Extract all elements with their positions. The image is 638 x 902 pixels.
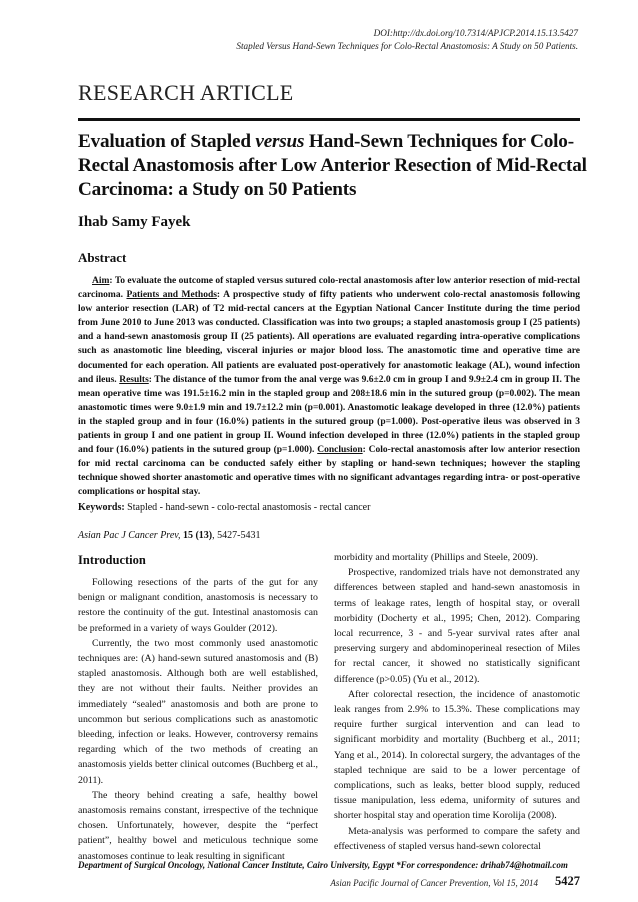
paragraph: Following resections of the parts of the gut for any benign or malignant condition, anastomosis is necessary to restore the continuity of the gut. Intestinal anastomosis can be preformed in a variety of ways Goulder (2012).: [78, 577, 318, 634]
keywords: [78, 502, 580, 513]
title-divider: [78, 118, 580, 121]
aim-text: : To evaluate the outcome of stapled versus sutured colo-rectal anastomosis after low anterior resection of mid-rectal carcinoma.: [78, 276, 580, 301]
results-label: Results: [119, 374, 149, 385]
doi-line[interactable]: DOI:http://dx.doi.org/10.7314/APJCP.2014.15.13.5427: [373, 28, 578, 38]
paragraph: Currently, the two most commonly used anastomotic techniques are: (A) hand-sewn sutured anastomosis and (B) stapled anastomosis. Although both are well established, they are not without their faults. Neither provides an immediately “sealed” anastomosis and both are prone to uncommon but serious complications such as anastomotic bleeding, infection or leaks. However, controversy remains regarding which of the two methods of creating an anastomosis yields better clinical outcomes (Buchberg et al., 2011).: [78, 637, 318, 786]
running-title: Stapled Versus Hand-Sewn Techniques for Colo-Rectal Anastomosis: A Study on 50 Patients.: [236, 41, 578, 51]
citation-journal: Asian Pac J Cancer Prev,: [78, 530, 183, 541]
citation-volume: 15 (13): [182, 530, 213, 541]
conclusion-label: Conclusion: [317, 445, 363, 456]
methods-text: : A prospective study of fifty patients who underwent colo-rectal anastomosis following low anterior resection (LAR) of T2 mid-rectal cancers at the Egyptian National Cancer Institute during the time period from June 2010 to June 2013 was conducted. Classification was into two groups; a stapled anastomosis group I (25 patients) and a hand-sewn anastomosis group II (25 patients). All operations are evaluated regarding intra-operative complications such as anastomotic line bleeding, visceral injuries or major blood loss. The anastomotic time and operative time are documented for each operation. All patients are evaluated post-operatively for anastomotic leakage (AL), wound infection and ileus.: [78, 290, 580, 385]
aim-label: Aim: [92, 276, 110, 286]
paragraph: After colorectal resection, the incidence of anastomotic leak ranges from 2.9% to 15.3%. These complications may require further surgical intervention and can lead to significant morbidity and mortality (Buchberg et al., 2011; Yang et al., 2014). In colorectal surgery, the advantages of the stapled technique are said to be a lower percentage of complications, such as leaks, better blood supply, reduced tissue manipulation, less edema, uniformity of sutures and shorter hospital stay and operation time Korolija (2008).: [334, 688, 580, 822]
section-label: RESEARCH ARTICLE: [78, 80, 294, 105]
footer-journal: Asian Pacific Journal of Cancer Prevention, Vol 15, 2014: [330, 878, 538, 888]
keywords-label: Keywords:: [78, 502, 125, 513]
introduction-heading: Introduction: [78, 553, 146, 567]
author-name: Ihab Samy Fayek: [78, 214, 191, 230]
paragraph: Meta-analysis was performed to compare the safety and effectiveness of stapled versus hand-sewn colorectal: [334, 825, 580, 852]
title-part-1: Evaluation of Stapled: [78, 131, 256, 152]
paragraph: morbidity and mortality (Phillips and Steele, 2009).: [334, 552, 539, 563]
abstract-heading: Abstract: [78, 250, 127, 265]
results-text: : The distance of the tumor from the anal verge was 9.6±2.0 cm in group I and 9.9±2.4 cm in group II. The mean operative time was 191.5±16.2 min in the stapled group and 208±18.6 min in the sutured group (p=0.002). The mean anastomotic times were 9.0±1.9 min and 19.7±12.2 min (p=0.001). Anastomotic leakage developed in three (12.0%) patients in the stapled group and in four (16.0%) patients in the sutured group (p=1.000). Post-operative ileus was observed in 3 patients in group I and one patient in group II. Wound infection developed in three (12.0%) patients in the stapled group and four (16.0%) patients in the sutured group (p=1.000).: [78, 374, 580, 456]
title-part-2: Hand-Sewn Techniques for Colo-Rectal Anastomosis after Low Anterior Resection of Mid-Rectal Carcinoma: a Study on 50 Patients: [78, 131, 587, 200]
article-title: [78, 130, 588, 202]
methods-label: Patients and Methods: [126, 290, 217, 301]
affiliation-footnote: Department of Surgical Oncology, National Cancer Institute, Cairo University, Egypt *For correspondence: drihab74@hotmail.com: [78, 860, 568, 870]
abstract-body: [78, 274, 580, 500]
conclusion-text: : Colo-rectal anastomosis after low anterior resection for mid rectal carcinoma can be conducted safely either by stapling or hand-sewn techniques; however the stapling technique showed shorter anastomotic and operative times with no significant advantages regarding intra- or post-operative complications or hospital stay.: [78, 445, 580, 498]
paragraph: The theory behind creating a safe, healthy bowel anastomosis remains constant, irrespective of the technique chosen. Unfortunately, however, despite the “perfect patient”, healthy bowel and meticulous technique some anastomoses continue to leak resulting in significant: [78, 789, 318, 862]
page-number: 5427: [555, 874, 580, 888]
title-versus: versus: [255, 131, 305, 152]
left-column: [78, 575, 318, 864]
paragraph: Prospective, randomized trials have not demonstrated any differences between stapled and hand-sewn anastomosis in terms of leakage rates, length of hospital stay, or overall morbidity (Docherty et al., 1995; Chen, 2012). Comparing local recurrence, 3 - and 5-year survival rates after anal preserving surgery and abdominoperineal resection of Miles for rectal cancer, it showed no statistically significant difference (p>0.05) (Yu et al., 2012).: [334, 567, 580, 685]
citation-pages: , 5427-5431: [212, 530, 261, 541]
citation: [78, 530, 260, 541]
running-header: [236, 27, 578, 53]
keywords-text: Stapled - hand-sewn - colo-rectal anastomosis - rectal cancer: [124, 502, 371, 513]
right-column: [334, 550, 580, 854]
